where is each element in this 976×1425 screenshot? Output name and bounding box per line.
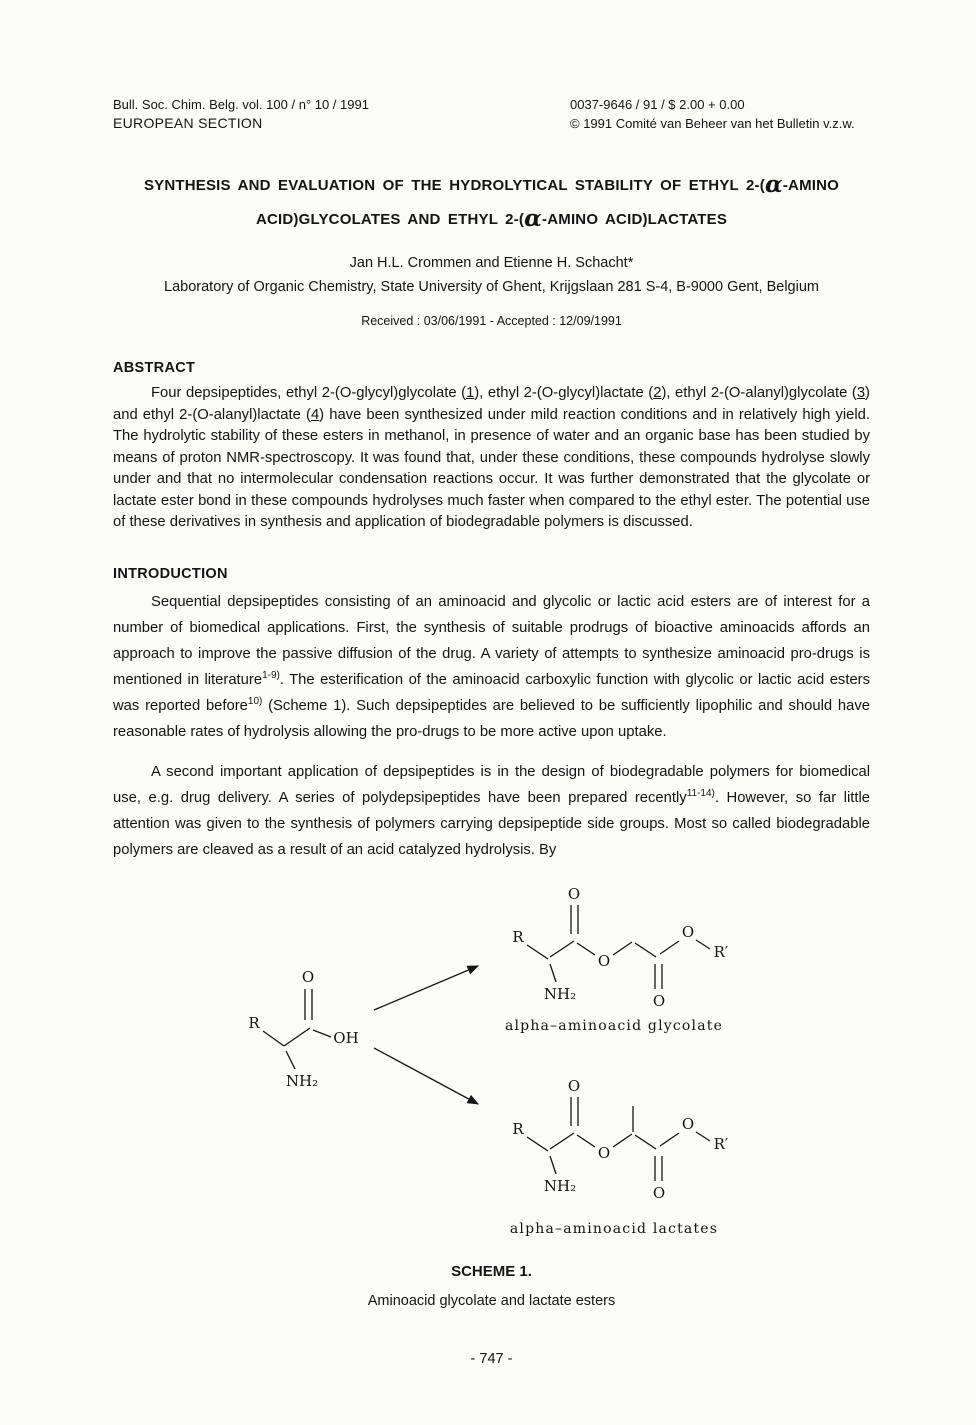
journal-reference: Bull. Soc. Chim. Belg. vol. 100 / n° 10 / 1991	[113, 97, 369, 112]
atom-label-NH2: NH₂	[285, 1072, 318, 1091]
received-accepted-line: Received : 03/06/1991 - Accepted : 12/09/1991	[361, 314, 622, 328]
issn-price: 0037-9646 / 91 / $ 2.00 + 0.00	[570, 97, 745, 112]
intro-seg: . However, so far little attention was given to the synthesis of polymers carrying depsipeptide side groups. Most so called biodegradable polymers are cleaved as a result of an acid catalyzed hydrolysis. By	[113, 790, 870, 859]
intro-seg: . The esterification of the aminoacid carboxylic function with glycolic or lactic acid esters was reported before	[113, 671, 870, 714]
atom-label-Rprime: R′	[713, 943, 728, 962]
page-number: - 747 -	[470, 1351, 513, 1368]
lactate-structure	[509, 1077, 728, 1237]
header-right	[570, 95, 870, 133]
journal-section: EUROPEAN SECTION	[113, 115, 263, 131]
atom-label-O: O	[597, 952, 610, 971]
header-left	[113, 95, 369, 133]
atom-label-R: R	[247, 1014, 260, 1033]
authors-line: Jan H.L. Crommen and Etienne H. Schacht*	[349, 255, 634, 271]
atom-label-O: O	[567, 1077, 580, 1096]
reaction-arrow-down	[374, 1048, 478, 1104]
title-seg1: SYNTHESIS AND EVALUATION OF THE HYDROLYTICAL STABILITY OF ETHYL 2-(	[143, 177, 765, 194]
affiliation-line: Laboratory of Organic Chemistry, State University of Ghent, Krijgslaan 281 S-4, B-9000 Gent, Belgium	[164, 279, 819, 295]
atom-label-Rprime: R′	[713, 1135, 728, 1154]
atom-label-R: R	[511, 1120, 524, 1139]
atom-label-NH2: NH₂	[543, 1177, 576, 1196]
scheme-caption: Aminoacid glycolate and lactate esters	[367, 1293, 616, 1310]
abstract-seg: ), ethyl 2-(O-glycyl)lactate (	[474, 385, 654, 401]
title-seg2: -AMINO	[782, 177, 840, 194]
scheme-1-diagram	[222, 878, 762, 1258]
atom-label-OH: OH	[332, 1029, 359, 1048]
glycolate-caption: alpha–aminoacid glycolate	[504, 1018, 723, 1035]
atom-label-O: O	[652, 992, 665, 1011]
intro-seg: A second important application of depsipeptides is in the design of biodegradable polymers for biomedical use, e.g. drug delivery. A series of polydepsipeptides have been prepared recently	[113, 764, 870, 807]
reaction-arrow-up	[374, 966, 478, 1010]
compound-number-3: 3	[856, 385, 866, 401]
introduction-paragraph-1	[113, 589, 870, 745]
glycolate-structure	[504, 885, 728, 1034]
copyright-line: © 1991 Comité van Beheer van het Bulletin v.z.w.	[570, 116, 855, 131]
alpha-symbol: α	[524, 205, 543, 232]
scheme-label: SCHEME 1.	[451, 1263, 532, 1281]
title-seg4: -AMINO ACID)LACTATES	[542, 211, 728, 228]
atom-label-NH2: NH₂	[543, 985, 576, 1004]
atom-label-O: O	[681, 923, 694, 942]
abstract-seg: ) have been synthesized under mild reaction conditions and in relatively high yield. The hydrolytic stability of these esters in methanol, in presence of water and an organic base has been studied by means of proton NMR-spectroscopy. It was found that, under these conditions, these compounds hydrolyse slowly under and that no intermolecular condensation reactions occur. It was further demonstrated that the glycolate or lactate ester bond in these compounds hydrolyses much faster when compared to the ethyl ester. The potential use of these derivatives in synthesis and application of biodegradable polymers is discussed.	[113, 406, 870, 530]
scheme-1-figure	[113, 878, 870, 1263]
atom-label-O: O	[652, 1184, 665, 1203]
reference-superscript: 1-9)	[262, 669, 280, 681]
atom-label-O: O	[567, 885, 580, 904]
compound-number-2: 2	[653, 385, 662, 401]
atom-label-O: O	[681, 1115, 694, 1134]
abstract-seg: ) and ethyl 2-(O-alanyl)lactate (	[113, 385, 870, 423]
reference-superscript: 10)	[247, 695, 263, 707]
abstract-text	[113, 383, 870, 534]
alpha-symbol: α	[764, 171, 783, 198]
lactate-caption: alpha–aminoacid lactates	[509, 1221, 718, 1238]
paper-title	[113, 169, 870, 237]
atom-label-O: O	[301, 968, 314, 987]
aminoacid-structure	[248, 968, 358, 1090]
atom-label-R: R	[511, 928, 524, 947]
page-header	[113, 95, 870, 133]
title-seg3: ACID)GLYCOLATES AND ETHYL 2-(	[255, 211, 525, 228]
atom-label-O: O	[597, 1144, 610, 1163]
intro-seg: Sequential depsipeptides consisting of an aminoacid and glycolic or lactic acid esters are of interest for a number of biomedical applications. First, the synthesis of suitable prodrugs of bioactive aminoacids affords an approach to improve the passive diffusion of the drug. A variety of attempts to synthesize aminoacid pro-drugs is mentioned in literature	[113, 593, 870, 688]
introduction-heading: INTRODUCTION	[113, 565, 228, 582]
reference-superscript: 11-14)	[686, 788, 715, 800]
compound-number-4: 4	[310, 406, 320, 423]
abstract-heading: ABSTRACT	[113, 360, 196, 376]
compound-number-1: 1	[466, 385, 475, 401]
abstract-seg: ), ethyl 2-(O-alanyl)glycolate (	[661, 385, 857, 401]
abstract-seg: Four depsipeptides, ethyl 2-(O-glycyl)glycolate (	[151, 385, 467, 401]
intro-seg: (Scheme 1). Such depsipeptides are believed to be sufficiently lipophilic and should have reasonable rates of hydrolysis allowing the pro-drugs to be more active upon uptake.	[113, 697, 870, 740]
introduction-paragraph-2	[113, 759, 870, 863]
